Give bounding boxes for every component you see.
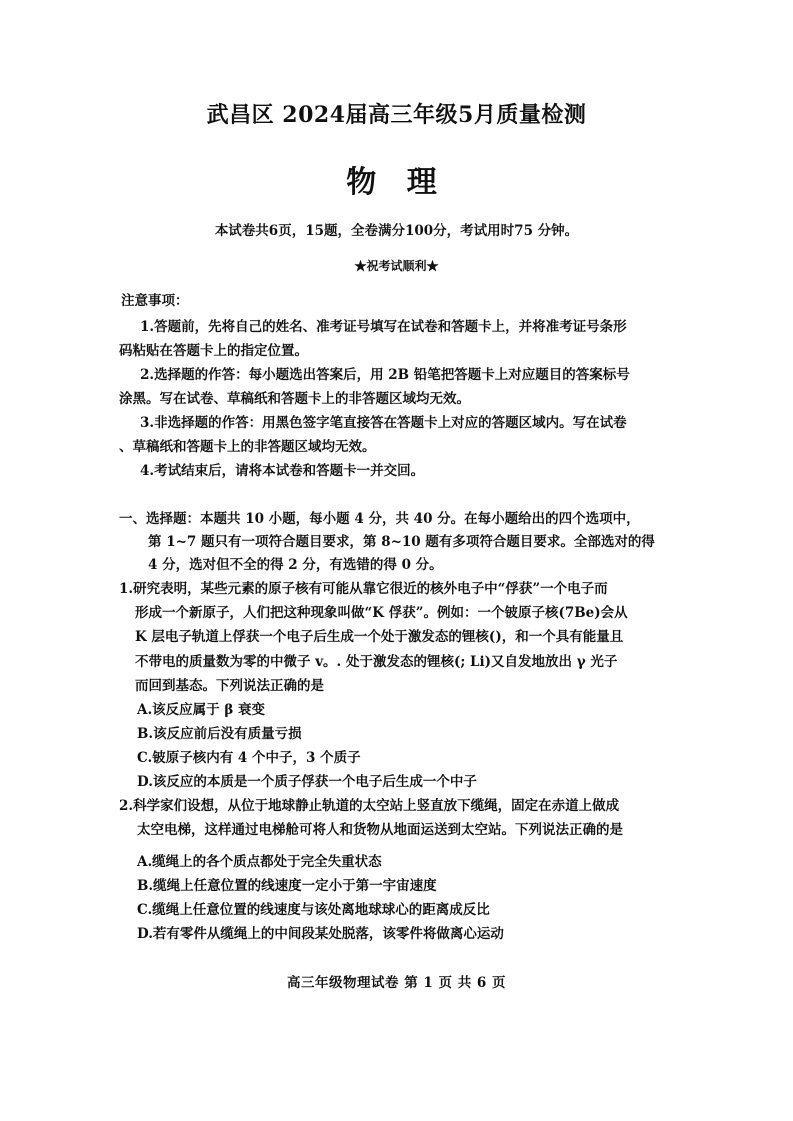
question-1-option-d: D.该反应的本质是一个质子俘获一个电子后生成一个中子 <box>137 774 477 790</box>
page-footer: 高三年级物理试卷 第 1 页 共 6 页 <box>287 975 506 991</box>
exam-title: 武昌区 2024届高三年级5月质量检测 <box>206 102 587 128</box>
question-1-option-c: C.铍原子核内有 4 个中子，3 个质子 <box>137 750 361 766</box>
notes-line: 4.考试结束后，请将本试卷和答题卡一并交回。 <box>140 463 425 479</box>
question-1-stem: 1.研究表明，某些元素的原子核有可能从靠它很近的核外电子中“俘获”一个电子而 <box>119 581 608 597</box>
question-1-stem: 而回到基态。下列说法正确的是 <box>135 678 324 694</box>
notes-line: 3.非选择题的作答：用黑色签字笔直接答在答题卡上对应的答题区域内。写在试卷 <box>140 415 627 431</box>
notes-line: 1.答题前，先将自己的姓名、准考证号填写在试卷和答题卡上，并将准考证号条形 <box>140 319 627 335</box>
question-2-option-a: A.缆绳上的各个质点都处于完全失重状态 <box>137 854 382 870</box>
question-2-option-b: B.缆绳上任意位置的线速度一定小于第一宇宙速度 <box>137 878 437 894</box>
good-luck-banner: ★祝考试顺利★ <box>354 259 439 273</box>
question-1-option-b: B.该反应前后没有质量亏损 <box>137 726 302 742</box>
question-2-option-d: D.若有零件从缆绳上的中间段某处脱落，该零件将做离心运动 <box>137 926 504 942</box>
notes-heading: 注意事项： <box>121 293 189 309</box>
exam-info: 本试卷共6页，15题，全卷满分100分，考试用时75 分钟。 <box>214 223 579 239</box>
question-2-option-c: C.缆绳上任意位置的线速度与该处离地球球心的距离成反比 <box>137 902 490 918</box>
section-heading: 一、选择题：本题共 10 小题，每小题 4 分，共 40 分。在每小题给出的四个选项中， <box>119 511 640 527</box>
section-heading-line: 4 分，选对但不全的得 2 分，有选错的得 0 分。 <box>148 557 443 573</box>
question-1-option-a: A.该反应属于 β 衰变 <box>137 702 266 718</box>
question-1-stem: K 层电子轨道上俘获一个电子后生成一个处于激发态的锂核()，和一个具有能量且 <box>135 629 624 645</box>
question-1-stem: 形成一个新原子，人们把这种现象叫做“K 俘获”。例如：一个铍原子核(7Be)会从 <box>135 605 628 621</box>
question-2-stem: 2.科学家们设想，从位于地球静止轨道的太空站上竖直放下缆绳，固定在赤道上做成 <box>119 798 620 814</box>
notes-line: 涂黑。写在试卷、草稿纸和答题卡上的非答题区域均无效。 <box>119 391 470 407</box>
question-2-stem: 太空电梯，这样通过电梯舱可将人和货物从地面运送到太空站。下列说法正确的是 <box>137 822 623 838</box>
notes-line: 码粘贴在答题卡上的指定位置。 <box>119 343 308 359</box>
subject-title: 物 理 <box>346 165 447 200</box>
notes-line: 、草稿纸和答题卡上的非答题区域均无效。 <box>119 439 376 455</box>
notes-line: 2.选择题的作答：每小题选出答案后，用 2B 铅笔把答题卡上对应题目的答案标号 <box>140 367 630 383</box>
section-heading-line: 第 1~7 题只有一项符合题目要求，第 8~10 题有多项符合题目要求。全部选对的得 <box>148 534 655 550</box>
question-1-stem: 不带电的质量数为零的中微子 v。. 处于激发态的锂核(; Li)又自发地放出 γ 光子 <box>135 654 618 670</box>
